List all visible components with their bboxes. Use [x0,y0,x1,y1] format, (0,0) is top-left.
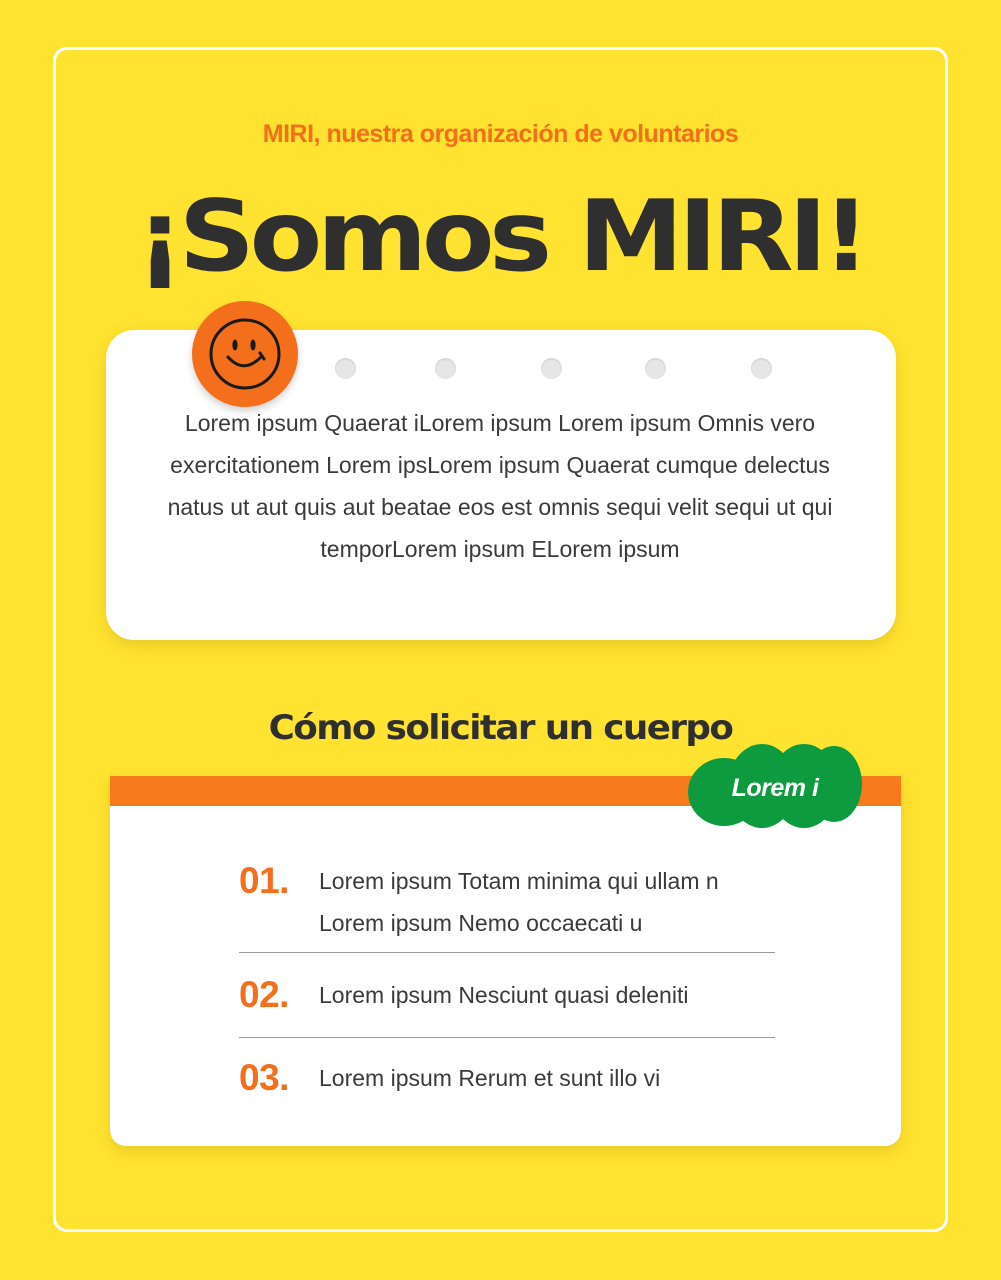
dot [335,358,356,379]
step-number: 01. [239,860,289,901]
dot [645,358,666,379]
step-text-line: Lorem ipsum Totam minima qui ullam n [319,868,719,894]
step-text-line: Lorem ipsum Rerum et sunt illo vi [319,1065,661,1091]
divider [239,952,775,953]
dot [435,358,456,379]
divider [239,1037,775,1038]
step-text-line: Lorem ipsum Nemo occaecati u [319,910,643,936]
badge-sticker [686,736,864,836]
step-text-line: Lorem ipsum Nesciunt quasi deleniti [319,982,689,1008]
badge-label: Lorem i [731,774,819,802]
page-title: ¡Somos MIRI! [135,180,866,294]
eyebrow-subtitle: MIRI, nuestra organización de voluntarios [262,120,739,148]
dot [751,358,772,379]
step-text [319,1057,779,1099]
dot [541,358,562,379]
step-number: 03. [239,1057,289,1098]
intro-body-text: Lorem ipsum Quaerat iLorem ipsum Lorem ipsum Omnis vero exercitationem Lorem ipsLorem ipsum Quaerat cumque delectus natus ut aut quis aut beatae eos est omnis sequi velit sequi ut qui temporLorem ipsum ELorem ipsum [167,410,833,562]
smiley-icon [192,301,298,407]
step-text [319,860,779,944]
step-text [319,974,779,1016]
step-number: 02. [239,974,289,1015]
pagination-dots [0,358,1001,380]
section-title: Cómo solicitar un cuerpo [268,708,733,748]
